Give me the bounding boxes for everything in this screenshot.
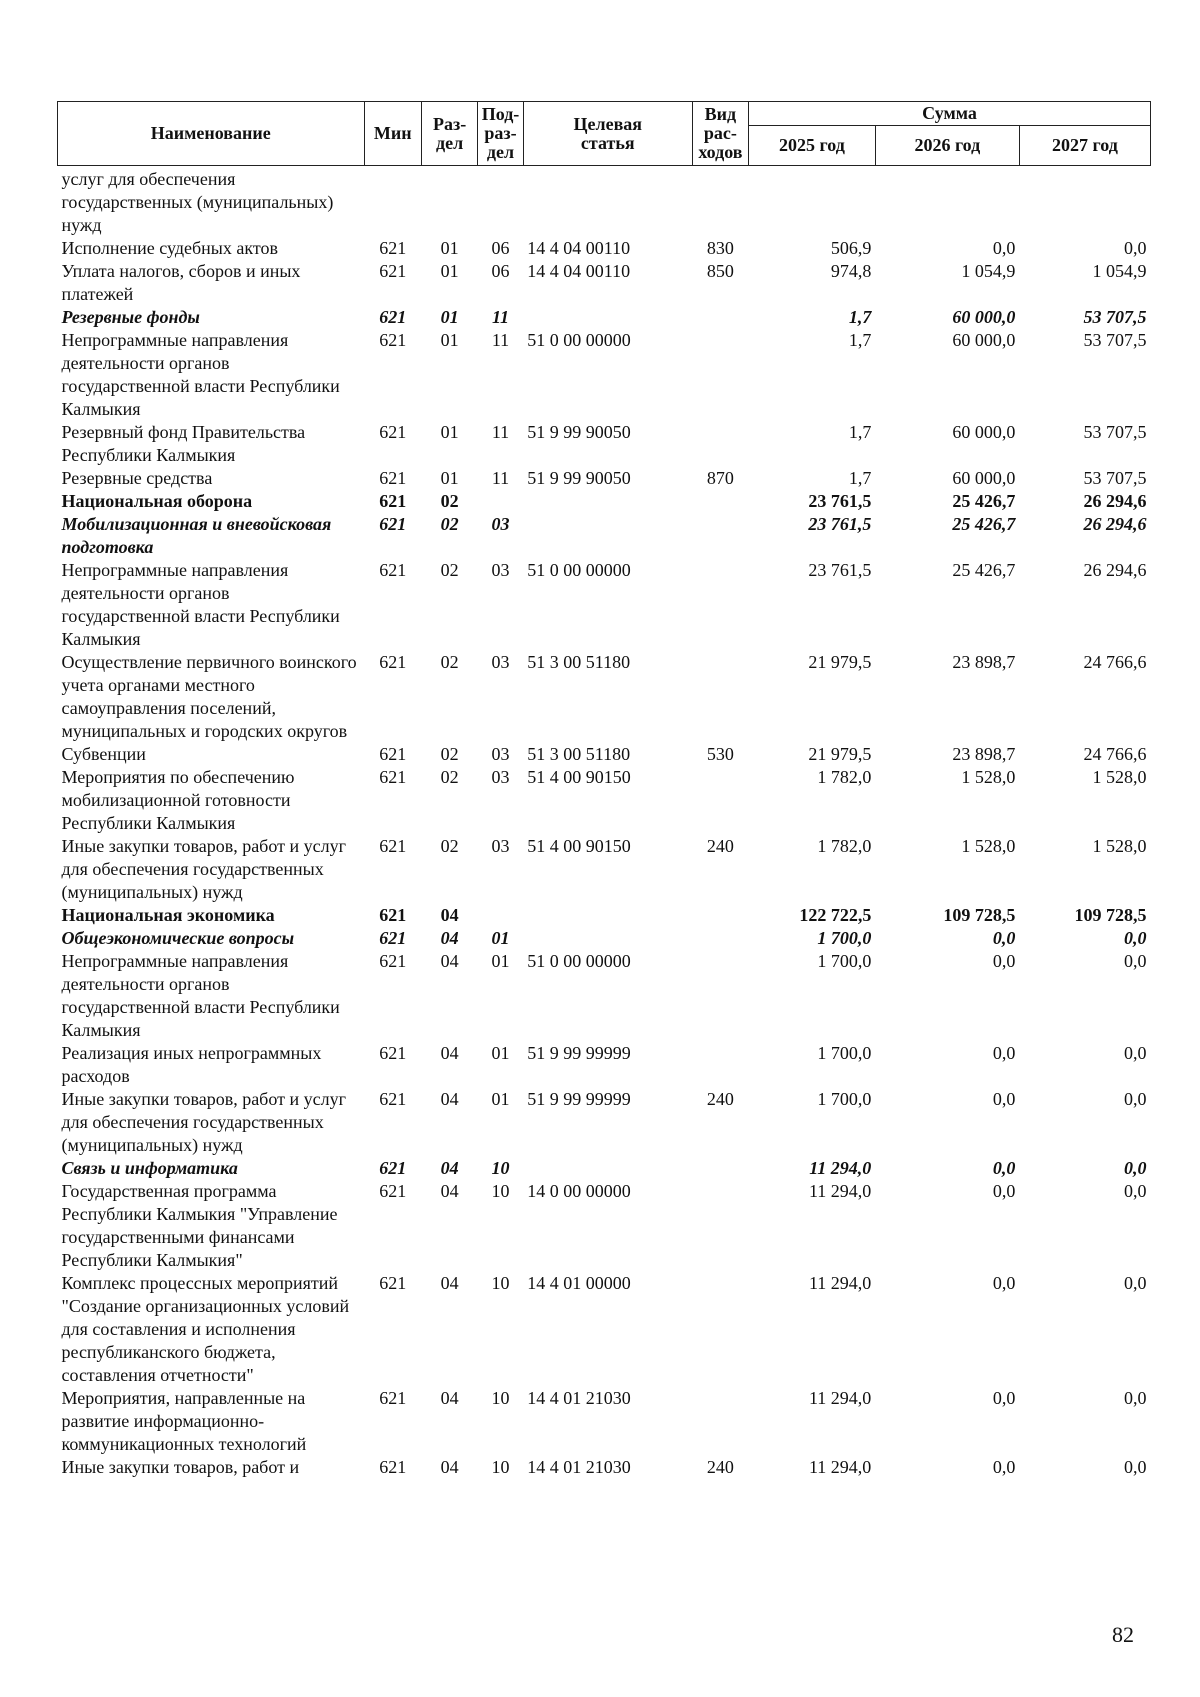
table-row [58, 237, 1151, 260]
cell-min: 621 [379, 767, 407, 787]
header-summa: Сумма [749, 102, 1151, 126]
cell-podrazdel: 11 [491, 330, 510, 350]
cell-podrazdel: 10 [491, 1388, 510, 1408]
cell-name: Комплекс процессных мероприятий "Создание организационных условий для составления и исполнения республиканского бюджета, составления отчетности" [61, 1273, 350, 1385]
cell-razdel: 04 [440, 1181, 459, 1201]
table-row [58, 743, 1151, 766]
cell-2027: 26 294,6 [1083, 514, 1147, 534]
cell-2027: 0,0 [1124, 1181, 1147, 1201]
cell-name: Национальная оборона [61, 491, 253, 511]
table-row [58, 1272, 1151, 1387]
table-row [58, 904, 1151, 927]
cell-target: 51 9 99 90050 [527, 422, 631, 442]
cell-2026: 109 728,5 [943, 905, 1016, 925]
cell-name: Осуществление первичного воинского учета органами местного самоуправления поселений, муниципальных и городских округов [61, 652, 357, 741]
cell-2026: 0,0 [992, 1457, 1016, 1477]
cell-2026: 0,0 [992, 1388, 1016, 1408]
cell-podrazdel: 01 [491, 951, 510, 971]
cell-min: 621 [379, 560, 407, 580]
header-vid: Вид рас- ходов [692, 102, 748, 166]
cell-2025: 1 700,0 [817, 928, 872, 948]
cell-2025: 21 979,5 [808, 744, 872, 764]
cell-target [523, 490, 692, 513]
table-row [58, 513, 1151, 559]
cell-min: 621 [379, 1181, 407, 1201]
cell-name: Государственная программа Республики Калмыкия "Управление государственными финансами Республики Калмыкия" [61, 1181, 338, 1270]
cell-target: 51 4 00 90150 [527, 767, 631, 787]
cell-name: Мобилизационная и вневойсковая подготовка [61, 514, 332, 557]
cell-name: Непрограммные направления деятельности органов государственной власти Республики Калмыкия [61, 951, 340, 1040]
cell-vid: 830 [706, 238, 734, 258]
cell-vid: 240 [706, 1089, 734, 1109]
header-2025: 2025 год [749, 126, 876, 166]
cell-razdel: 04 [440, 928, 459, 948]
cell-target [523, 904, 692, 927]
cell-razdel: 01 [440, 468, 459, 488]
header-podrazdel: Под- раз- дел [478, 102, 523, 166]
cell-2025: 1,7 [848, 422, 872, 442]
cell-razdel: 01 [440, 422, 459, 442]
cell-target: 51 3 00 51180 [527, 652, 631, 672]
cell-2025: 23 761,5 [808, 514, 872, 534]
cell-min: 621 [379, 836, 407, 856]
cell-2026: 0,0 [992, 1089, 1016, 1109]
cell-vid [692, 766, 748, 835]
cell-2027: 26 294,6 [1083, 560, 1147, 580]
table-row [58, 421, 1151, 467]
cell-2027 [1019, 166, 1150, 238]
cell-name: Уплата налогов, сборов и иных платежей [61, 261, 301, 304]
cell-2026: 0,0 [992, 238, 1016, 258]
table-row [58, 260, 1151, 306]
cell-2026: 23 898,7 [952, 744, 1016, 764]
cell-podrazdel [478, 490, 523, 513]
cell-razdel: 01 [440, 330, 459, 350]
table-row [58, 927, 1151, 950]
cell-2025: 23 761,5 [808, 560, 872, 580]
cell-2027: 0,0 [1124, 928, 1147, 948]
cell-2025: 11 294,0 [808, 1181, 872, 1201]
cell-2025: 1,7 [848, 330, 872, 350]
cell-2026: 60 000,0 [952, 468, 1016, 488]
cell-name: Национальная экономика [61, 905, 275, 925]
cell-min: 621 [379, 307, 407, 327]
cell-2026: 60 000,0 [952, 307, 1016, 327]
cell-min: 621 [379, 238, 407, 258]
cell-2025: 1 782,0 [817, 836, 872, 856]
cell-podrazdel: 10 [491, 1273, 510, 1293]
cell-2027: 1 528,0 [1092, 767, 1147, 787]
table-row [58, 490, 1151, 513]
cell-podrazdel: 03 [491, 514, 510, 534]
table-row [58, 467, 1151, 490]
cell-target: 51 4 00 90150 [527, 836, 631, 856]
cell-2026: 1 054,9 [961, 261, 1016, 281]
cell-2027: 53 707,5 [1083, 422, 1147, 442]
cell-target: 14 4 01 00000 [527, 1273, 631, 1293]
cell-podrazdel: 06 [491, 261, 510, 281]
cell-podrazdel [478, 904, 523, 927]
cell-name: Резервные фонды [61, 307, 200, 327]
cell-razdel [421, 166, 477, 238]
cell-target: 51 9 99 90050 [527, 468, 631, 488]
cell-name: услуг для обеспечения государственных (муниципальных) нужд [61, 169, 334, 235]
cell-min: 621 [379, 261, 407, 281]
cell-razdel: 04 [440, 1388, 459, 1408]
cell-vid [692, 1180, 748, 1272]
cell-2027: 0,0 [1124, 1043, 1147, 1063]
table-row [58, 1088, 1151, 1157]
cell-vid [692, 651, 748, 743]
cell-2025: 21 979,5 [808, 652, 872, 672]
cell-2027: 109 728,5 [1074, 905, 1147, 925]
cell-podrazdel: 01 [491, 1089, 510, 1109]
cell-vid [692, 927, 748, 950]
cell-name: Резервные средства [61, 468, 213, 488]
cell-vid: 530 [706, 744, 734, 764]
cell-podrazdel: 10 [491, 1181, 510, 1201]
cell-2027: 0,0 [1124, 1273, 1147, 1293]
table-body [58, 166, 1151, 1480]
cell-2027: 1 528,0 [1092, 836, 1147, 856]
table-row [58, 1042, 1151, 1088]
cell-2027: 0,0 [1124, 1089, 1147, 1109]
header-2026: 2026 год [875, 126, 1019, 166]
cell-2026: 23 898,7 [952, 652, 1016, 672]
cell-2026: 25 426,7 [952, 491, 1016, 511]
cell-2027: 53 707,5 [1083, 330, 1147, 350]
cell-razdel: 04 [440, 1043, 459, 1063]
cell-2025: 506,9 [830, 238, 872, 258]
table-row [58, 1456, 1151, 1479]
cell-target: 14 4 04 00110 [527, 261, 631, 281]
cell-target [523, 1157, 692, 1180]
cell-target [523, 306, 692, 329]
cell-name: Исполнение судебных актов [61, 238, 279, 258]
cell-podrazdel: 06 [491, 238, 510, 258]
cell-target: 51 0 00 00000 [527, 330, 631, 350]
cell-razdel: 02 [440, 744, 459, 764]
cell-min: 621 [379, 468, 407, 488]
cell-name: Резервный фонд Правительства Республики Калмыкия [61, 422, 306, 465]
cell-vid [692, 1042, 748, 1088]
cell-name: Связь и информатика [61, 1158, 238, 1178]
cell-vid [692, 950, 748, 1042]
cell-2026: 0,0 [992, 1181, 1016, 1201]
table-row [58, 835, 1151, 904]
cell-vid [692, 559, 748, 651]
cell-name: Мероприятия, направленные на развитие информационно-коммуникационных технологий [61, 1388, 307, 1454]
cell-2027: 0,0 [1124, 1457, 1147, 1477]
cell-razdel: 02 [440, 767, 459, 787]
cell-min: 621 [379, 1158, 407, 1178]
table-row [58, 1157, 1151, 1180]
cell-podrazdel: 10 [491, 1457, 510, 1477]
cell-2026: 0,0 [992, 1158, 1016, 1178]
cell-min: 621 [379, 330, 407, 350]
cell-podrazdel: 03 [491, 744, 510, 764]
cell-razdel: 02 [440, 560, 459, 580]
cell-2025: 11 294,0 [808, 1388, 872, 1408]
cell-2025: 122 722,5 [799, 905, 872, 925]
cell-podrazdel: 11 [492, 307, 510, 327]
table-row [58, 766, 1151, 835]
cell-vid: 240 [706, 836, 734, 856]
cell-podrazdel: 11 [491, 422, 510, 442]
header-target: Целевая статья [523, 102, 692, 166]
cell-2027: 26 294,6 [1083, 491, 1147, 511]
cell-podrazdel: 11 [491, 468, 510, 488]
cell-podrazdel: 01 [491, 928, 510, 948]
cell-razdel: 01 [440, 261, 459, 281]
cell-2025: 23 761,5 [808, 491, 872, 511]
cell-razdel: 04 [440, 905, 459, 925]
cell-razdel: 02 [440, 514, 459, 534]
cell-2026: 0,0 [992, 951, 1016, 971]
table-row [58, 559, 1151, 651]
cell-target: 51 9 99 99999 [527, 1043, 631, 1063]
cell-vid [692, 513, 748, 559]
cell-min: 621 [379, 951, 407, 971]
cell-2027: 24 766,6 [1083, 744, 1147, 764]
cell-2026: 0,0 [992, 928, 1016, 948]
cell-name: Общеэкономические вопросы [61, 928, 295, 948]
cell-razdel: 04 [440, 1089, 459, 1109]
cell-2026: 60 000,0 [952, 422, 1016, 442]
cell-2026: 1 528,0 [961, 767, 1016, 787]
cell-2027: 0,0 [1124, 951, 1147, 971]
cell-name: Иные закупки товаров, работ и услуг для обеспечения государственных (муниципальных) нужд [61, 836, 346, 902]
cell-2025: 1 700,0 [817, 951, 872, 971]
cell-2025: 1 700,0 [817, 1089, 872, 1109]
cell-target [523, 513, 692, 559]
header-2027: 2027 год [1019, 126, 1150, 166]
cell-2025: 11 294,0 [808, 1457, 872, 1477]
cell-vid [692, 1387, 748, 1456]
cell-podrazdel: 03 [491, 767, 510, 787]
cell-2027: 1 054,9 [1092, 261, 1147, 281]
cell-name: Субвенции [61, 744, 146, 764]
cell-min: 621 [379, 1043, 407, 1063]
cell-target [523, 927, 692, 950]
cell-vid: 870 [706, 468, 734, 488]
cell-min: 621 [379, 652, 407, 672]
table-row [58, 306, 1151, 329]
cell-name: Иные закупки товаров, работ и [61, 1457, 300, 1477]
cell-target: 51 3 00 51180 [527, 744, 631, 764]
cell-target: 51 9 99 99999 [527, 1089, 631, 1109]
cell-vid [692, 306, 748, 329]
cell-razdel: 04 [440, 951, 459, 971]
cell-2026: 1 528,0 [961, 836, 1016, 856]
cell-target: 14 4 01 21030 [527, 1388, 631, 1408]
table-row [58, 1387, 1151, 1456]
cell-min: 621 [379, 1089, 407, 1109]
cell-razdel: 04 [440, 1457, 459, 1477]
cell-target: 14 4 04 00110 [527, 238, 631, 258]
table-row [58, 166, 1151, 238]
cell-min: 621 [379, 928, 407, 948]
cell-2027: 0,0 [1124, 1388, 1147, 1408]
table-row [58, 950, 1151, 1042]
cell-2025 [749, 166, 876, 238]
cell-min: 621 [379, 491, 407, 511]
cell-2025: 1 700,0 [817, 1043, 872, 1063]
cell-name: Реализация иных непрограммных расходов [61, 1043, 322, 1086]
cell-2026: 0,0 [992, 1273, 1016, 1293]
cell-2025: 1 782,0 [817, 767, 872, 787]
cell-2026: 0,0 [992, 1043, 1016, 1063]
cell-vid [692, 329, 748, 421]
cell-vid [692, 421, 748, 467]
cell-2027: 53 707,5 [1083, 307, 1147, 327]
cell-2026: 60 000,0 [952, 330, 1016, 350]
cell-target: 14 0 00 00000 [527, 1181, 631, 1201]
cell-2027: 0,0 [1124, 1158, 1147, 1178]
cell-vid [692, 490, 748, 513]
cell-vid [692, 904, 748, 927]
cell-podrazdel: 03 [491, 652, 510, 672]
cell-min: 621 [379, 744, 407, 764]
header-min: Мин [364, 102, 421, 166]
cell-min: 621 [379, 1273, 407, 1293]
cell-2025: 11 294,0 [808, 1273, 872, 1293]
cell-target: 51 0 00 00000 [527, 951, 631, 971]
cell-razdel: 04 [440, 1158, 459, 1178]
cell-razdel: 01 [440, 307, 459, 327]
cell-podrazdel [478, 166, 523, 238]
cell-min: 621 [379, 514, 407, 534]
cell-podrazdel: 03 [491, 836, 510, 856]
table-row [58, 329, 1151, 421]
cell-2025: 974,8 [830, 261, 872, 281]
cell-podrazdel: 10 [491, 1158, 510, 1178]
cell-razdel: 02 [440, 491, 459, 511]
cell-2026: 25 426,7 [952, 560, 1016, 580]
page-number: 82 [1112, 1622, 1134, 1647]
cell-name: Мероприятия по обеспечению мобилизационной готовности Республики Калмыкия [61, 767, 295, 833]
cell-vid: 850 [706, 261, 734, 281]
cell-min: 621 [379, 422, 407, 442]
cell-min [364, 166, 421, 238]
cell-2026 [875, 166, 1019, 238]
cell-vid [692, 166, 748, 238]
cell-vid [692, 1157, 748, 1180]
cell-name: Иные закупки товаров, работ и услуг для обеспечения государственных (муниципальных) нужд [61, 1089, 346, 1155]
header-razdel: Раз- дел [421, 102, 477, 166]
cell-min: 621 [379, 1457, 407, 1477]
cell-podrazdel: 03 [491, 560, 510, 580]
cell-vid [692, 1272, 748, 1387]
cell-razdel: 02 [440, 652, 459, 672]
cell-target: 51 0 00 00000 [527, 560, 631, 580]
cell-vid: 240 [706, 1457, 734, 1477]
cell-target [523, 166, 692, 238]
cell-2025: 1,7 [848, 468, 872, 488]
cell-name: Непрограммные направления деятельности органов государственной власти Республики Калмыкия [61, 330, 340, 419]
cell-razdel: 04 [440, 1273, 459, 1293]
table-header [58, 102, 1151, 166]
cell-target: 14 4 01 21030 [527, 1457, 631, 1477]
budget-table [57, 101, 1151, 1479]
cell-razdel: 02 [440, 836, 459, 856]
table-row [58, 1180, 1151, 1272]
cell-min: 621 [379, 905, 407, 925]
header-name: Наименование [58, 102, 365, 166]
cell-2026: 25 426,7 [952, 514, 1016, 534]
cell-2027: 53 707,5 [1083, 468, 1147, 488]
cell-min: 621 [379, 1388, 407, 1408]
cell-2025: 1,7 [848, 307, 872, 327]
cell-2027: 24 766,6 [1083, 652, 1147, 672]
cell-2027: 0,0 [1124, 238, 1147, 258]
cell-podrazdel: 01 [491, 1043, 510, 1063]
cell-2025: 11 294,0 [809, 1158, 872, 1178]
cell-razdel: 01 [440, 238, 459, 258]
table-row [58, 651, 1151, 743]
cell-name: Непрограммные направления деятельности органов государственной власти Республики Калмыкия [61, 560, 340, 649]
